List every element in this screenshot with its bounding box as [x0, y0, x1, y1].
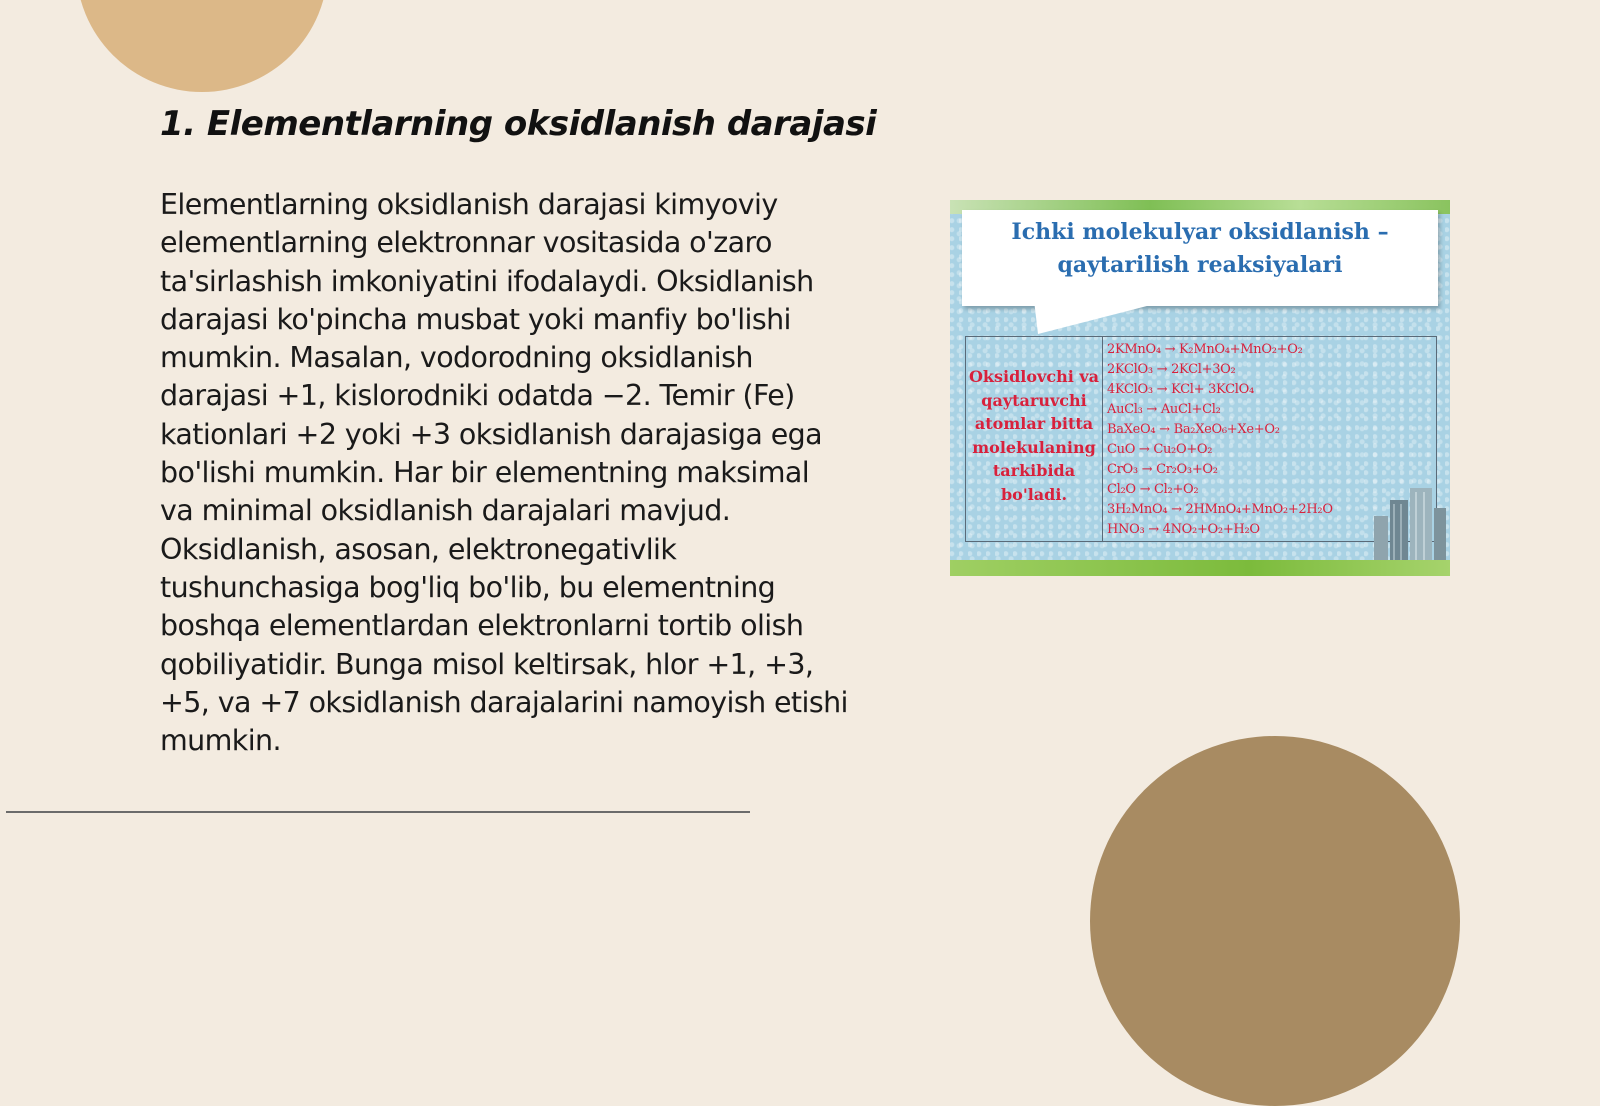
- equation-item: CrO₃ → Cr₂O₃+O₂: [1107, 462, 1218, 477]
- image-title: Ichki molekulyar oksidlanish – qaytarilish reaksiyalari: [1011, 219, 1389, 278]
- equation-item: 3H₂MnO₄ → 2HMnO₄+MnO₂+2H₂O: [1107, 502, 1333, 517]
- divider-line: [6, 811, 750, 813]
- decorative-circle-bottom: [1090, 736, 1460, 1106]
- equation-item: 2KMnO₄ → K₂MnO₄+MnO₂+O₂: [1107, 342, 1303, 357]
- reaction-table: [965, 336, 1437, 542]
- reaction-image: [950, 200, 1450, 576]
- equation-item: 2KClO₃ → 2KCl+3O₂: [1107, 362, 1236, 377]
- reaction-table-label: Oksidlovchi va qaytaruvchi atomlar bitta molekulaning tarkibida bo'ladi.: [968, 367, 1100, 504]
- equation-item: Cl₂O → Cl₂+O₂: [1107, 482, 1199, 497]
- image-bottom-bar: [950, 560, 1450, 576]
- equation-item: HNO₃ → 4NO₂+O₂+H₂O: [1107, 522, 1260, 537]
- slide-title: 1. Elementlarning oksidlanish darajasi: [160, 104, 877, 144]
- body-text: Elementlarning oksidlanish darajasi kimyoviy elementlarning elektronnar vositasida o'zaro ta'sirlashish imkoniyatini ifodalaydi. Oksidlanish darajasi ko'pincha musbat yoki manfiy bo'lishi mumkin. Masalan, vodorodning oksidlanish darajasi +1, kislorodniki odatda −2. Temir (Fe) kationlari +2 yoki +3 oksidlanish darajasiga ega bo'lishi mumkin. Har bir elementning maksimal va minimal oksidlanish darajalari mavjud. Oksidlanish, asosan, elektronegativlik tushunchasiga bog'liq bo'lib, bu elementning boshqa elementlardan elektronlarni tortib olish qobiliyatidir. Bunga misol keltirsak, hlor +1, +3, +5, va +7 oksidlanish darajalarini namoyish etishi mumkin.: [160, 188, 848, 758]
- equation-item: AuCl₃ → AuCl+Cl₂: [1107, 402, 1221, 417]
- equation-item: 4KClO₃ → KCl+ 3KClO₄: [1107, 382, 1254, 397]
- equation-item: BaXeO₄ → Ba₂XeO₆+Xe+O₂: [1107, 422, 1280, 437]
- building-illustration: [1368, 488, 1448, 564]
- speech-bubble-tail: [950, 300, 1450, 340]
- equation-list: [1107, 340, 1333, 540]
- equation-item: CuO → Cu₂O+O₂: [1107, 442, 1213, 457]
- decorative-circle-top: [76, 0, 328, 92]
- table-divider: [1102, 337, 1103, 541]
